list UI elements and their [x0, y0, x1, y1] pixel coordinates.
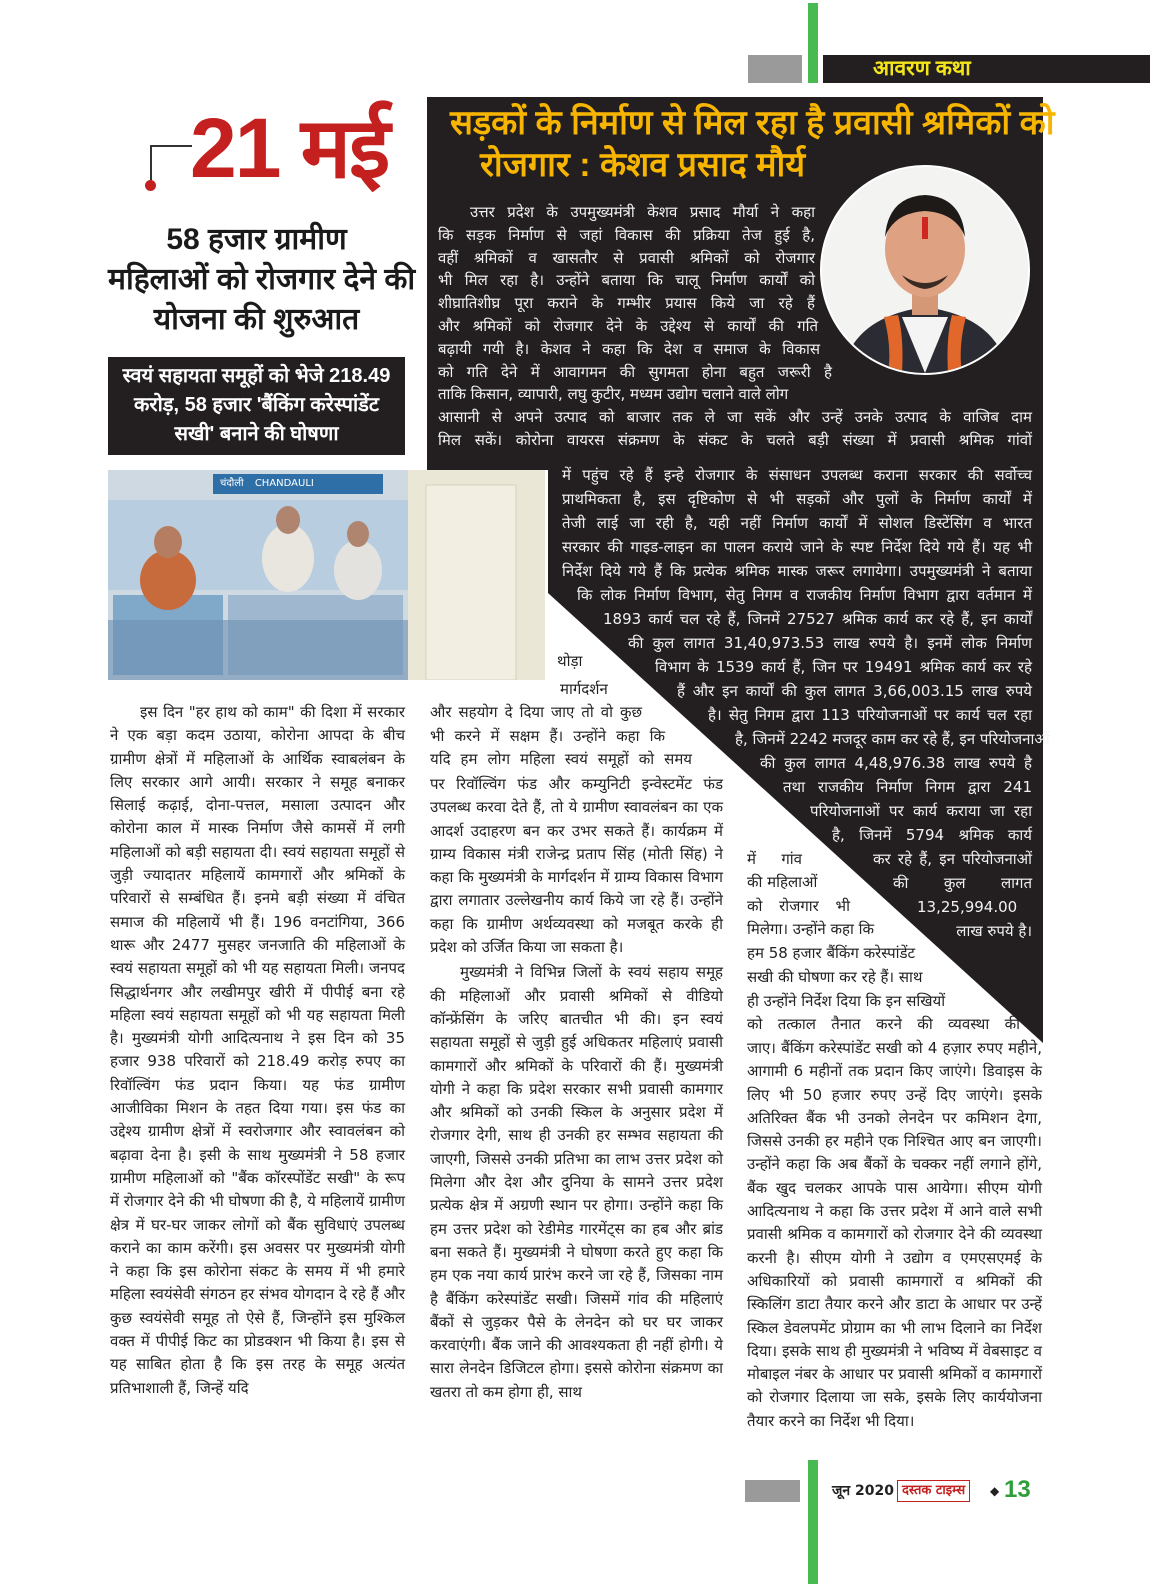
article-text-line: मिल सकें। कोरोना वायरस संक्रमण के संकट के चलते बड़ी संख्या में प्रवासी श्रमिक गांवों	[438, 431, 1032, 449]
event-date: 21 मई	[190, 101, 389, 195]
article-text-line: हम 58 हजार बैंकिंग करेस्पांडेंट	[747, 944, 916, 962]
article-text-line: वहीं श्रमिकों व खासतौर से प्रवासी श्रमिकों को रोजगार	[438, 249, 815, 267]
article-text-line: को रोजगार भी	[747, 897, 850, 915]
article-text-line: लाख रुपये है।	[956, 922, 1032, 940]
article-text-line: और सहयोग दे दिया जाए तो वो कुछ	[430, 703, 642, 721]
headline-line: सड़कों के निर्माण से मिल रहा है प्रवासी श्रमिकों को	[450, 104, 1055, 142]
subheading-line: योजना की शुरुआत	[153, 303, 360, 336]
subheading-line: 58 हजार ग्रामीण	[166, 223, 347, 256]
article-text-line: परियोजनाओं पर कार्य कराया जा रहा	[810, 802, 1032, 820]
middle-column	[430, 773, 723, 1404]
date-pointer-line	[150, 145, 192, 147]
footer-gray-block	[745, 1480, 800, 1502]
footer-green-rule	[808, 1460, 818, 1584]
article-text-line: आसानी से अपने उत्पाद को बाजार तक ले जा सकें और उन्हें उनके उत्पाद के वाजिब दाम	[438, 408, 1032, 426]
diamond-icon: ◆	[990, 1484, 1000, 1498]
photo-banner	[220, 476, 314, 492]
article-text-line: तथा राजकीय निर्माण निगम द्वारा 241	[783, 778, 1032, 796]
article-text-line: मिलेगा। उन्होंने कहा कि	[747, 920, 874, 938]
article-text-line: और श्रमिकों को रोजगार देने के उद्देश्य से कार्यों की गति	[438, 317, 818, 335]
article-text-line: बढ़ायी गयी है। केशव ने कहा कि देश व समाज के विकास	[438, 340, 820, 358]
sidebar-deck-box	[108, 357, 405, 455]
article-text-line: प्राथमिकता है, इस दृष्टिकोण से भी सड़कों और पुलों के निर्माण कार्यों में	[562, 490, 1032, 508]
right-column	[747, 1037, 1042, 1433]
article-text-line: भी करने में सक्षम हैं। उन्होंने कहा कि	[430, 727, 665, 745]
video-conference-photo	[108, 470, 545, 680]
deck-line: करोड़, 58 हजार 'बैंकिंग करेस्पांडेंट	[134, 394, 379, 416]
article-text-line: की कुल लागत	[893, 874, 1032, 892]
article-text-line: यदि हम लोग महिला स्वयं समूहों को समय	[430, 750, 692, 768]
paragraph: जाए। बैंकिंग करेस्पांडेंट सखी को 4 हज़ार रुपए महीने, आगामी 6 महीनों तक प्रदान किए जाएंगे। डिवाइस के लिए भी 50 हजार रुपए उन्हें दिए जाएंगे। इसके अतिरिक्त बैंक भी उनको लेनदेन पर कमिशन देगा, जिससे उनकी हर महीने एक निश्चित आए बन जाएगी। उन्होंने कहा कि अब बैंकों के चक्कर नहीं लगाने होंगे, बैंक खुद चलकर आपके पास आयेगा। सीएम योगी आदित्यनाथ ने कहा कि उत्तर प्रदेश में आने वाले सभी प्रवासी श्रमिक व कामगारों को रोजगार देने की व्यवस्था करनी है। सीएम योगी ने उद्योग व एमएसएमई के अधिकारियों को प्रवासी कामगारों व श्रमिकों की स्किलिंग डाटा तैयार करने और डाटा के आधार पर उन्हें स्किल डेवलपमेंट प्रोग्राम का भी लाभ दिलाने का निर्देश दिया। इसके साथ ही मुख्यमंत्री ने भविष्य में वेबसाइट व मोबाइल नंबर के आधार पर प्रवासी श्रमिकों व कामगारों को रोजगार दिलाया जा सके, इसके लिए कार्ययोजना तैयार करने का निर्देश भी दिया।	[747, 1039, 1042, 1430]
paragraph: मुख्यमंत्री ने विभिन्न जिलों के स्वयं सहाय समूह की महिलाओं और प्रवासी श्रमिकों से वीडियो कॉन्फ्रेंसिंग के जरिए बातचीत भी की। इन स्वयं सहायता समूहों से जुड़ी हुई अधिकतर महिलाएं प्रवासी कामगारों और श्रमिकों के परिवारों की हैं। मुख्यमंत्री योगी ने कहा कि प्रदेश सरकार सभी प्रवासी कामगार और श्रमिकों को उनकी स्किल के अनुसार प्रदेश में रोजगार देगी, साथ ही उनकी हर सम्भव सहायता की जाएगी, जिससे उनकी प्रतिभा का लाभ उत्तर प्रदेश को मिलेगा और देश और दुनिया के सामने उत्तर प्रदेश प्रत्येक क्षेत्र में अग्रणी स्थान पर होगा। उन्होंने कहा कि हम उत्तर प्रदेश को रेडीमेड गारमेंट्स का हब और ब्रांड बना सकते हैं। मुख्यमंत्री ने घोषणा करते हुए कहा कि हम एक नया कार्य प्रारंभ करने जा रहे हैं, जिसका नाम है बैंकिंग करेस्पांडेंट सखी। जिसमें गांव की महिलाएं बैंकों से जुड़कर पैसे के लेनदेन को घर घर जाकर करवाएंगी। बैंक जाने की आवश्यकता ही नहीं होगी। ये सारा लेनदेन डिजिटल होगा। इससे कोरोना संक्रमण का खतरा तो कम होगा ही, साथ	[430, 963, 723, 1401]
paragraph: पर रिवॉल्विंग फंड और कम्युनिटी इन्वेस्टमेंट फंड उपलब्ध करवा देते हैं, तो ये ग्रामीण स्वावलंबन का एक आदर्श उदाहरण बन कर उभर सकते हैं। कार्यक्रम में ग्राम्य विकास मंत्री राजेन्द्र प्रताप सिंह (मोती सिंह) ने कहा कि मुख्यमंत्री के मार्गदर्शन में ग्राम्य विकास विभाग द्वारा लगातार उल्लेखनीय कार्य किये जा रहे हैं। उन्होंने कहा कि ग्रामीण अर्थव्यवस्था को मजबूत करके ही प्रदेश को उर्जित किया जा सकता है।	[430, 775, 723, 957]
subheading-line: महिलाओं को रोजगार देने की	[108, 263, 416, 296]
article-text-line: को गति देने में आवागमन की सुगमता होना बहुत जरूरी है	[438, 363, 832, 381]
article-text-line: निर्देश दिये गये हैं कि प्रत्येक श्रमिक मास्क जरूर लगायेगा। उपमुख्यमंत्री ने बताया	[562, 562, 1032, 580]
article-text-line: कि सड़क निर्माण से जहां विकास की प्रक्रिया तेज हुई है,	[438, 226, 815, 244]
left-column	[110, 701, 405, 1400]
deck-line: सखी' बनाने की घोषणा	[174, 423, 339, 445]
issue-month: जून 2020	[832, 1483, 894, 1499]
article-text-line: में पहुंच रहे हैं इन्हे रोजगार के संसाधन उपलब्ध कराना सरकार की सर्वोच्च	[562, 466, 1032, 484]
sidebar-subheading	[108, 220, 416, 340]
magazine-logo: दस्तक टाइम्स	[897, 1480, 970, 1502]
section-title: आवरण कथा	[873, 57, 971, 80]
article-text-line: कर रहे हैं, इन परियोजनाओं	[873, 850, 1032, 868]
article-text-line: थोड़ा	[557, 652, 583, 670]
article-text-line: 13,25,994.00	[917, 898, 1018, 916]
article-text-line: हैं और इन कार्यों की कुल लागत 3,66,003.15 लाख रुपये	[677, 682, 1032, 700]
portrait-photo	[820, 165, 1030, 375]
deck-line: स्वयं सहायता समूहों को भेजे 218.49	[122, 365, 391, 387]
photo-banner-hindi: चंदौली	[220, 478, 244, 489]
date-pointer-dot	[145, 180, 156, 191]
article-text-line: मार्गदर्शन	[560, 680, 608, 698]
paragraph: इस दिन "हर हाथ को काम" की दिशा में सरकार ने एक बड़ा कदम उठाया, कोरोना आपदा के बीच ग्रामीण क्षेत्रों में महिलाओं के आर्थिक स्वाबलंबन के लिए सरकार आगे आयी। सरकार ने समूह बनाकर सिलाई कढ़ाई, दोना-पत्तल, मसाला उत्पादन और कोरोना काल में मास्क निर्माण जैसे कामसें में लगी महिलाओं को बड़ी सहायता दी। स्वयं सहायता समूहों से जुड़ी ज्यादातर महिलायें कामगारों और श्रमिकों के परिवारों से सम्बंधित हैं। इनमे बड़ी संख्या में वंचित समाज की महिलायें भी हैं। 196 वनटांगिया, 366 थारू और 2477 मुसहर जनजाति की महिलाओं के स्वयं सहायता समूहों को भी यह सहायता मिली। जनपद सिद्धार्थनगर और लखीमपुर खीरी में पीपीई बना रहे महिला स्वयं सहायता समूहों को भी यह सहायता मिली है। मुख्यमंत्री योगी आदित्यनाथ ने इस दिन को 35 हजार 938 परिवारों को 218.49 करोड़ रुपए का रिवॉल्विंग फंड प्रदान किया। यह फंड ग्रामीण आजीविका मिशन के तहत दिया गया। इस फंड का उद्देश्य ग्रामीण क्षेत्रों में स्वरोजगार और स्वावलंबन को बढ़ावा देना है। इसी के साथ मुख्यमंत्री ने 58 हजार ग्रामीण महिलाओं को "बैंक कॉरस्पोंडेंट सखी" के रूप में रोजगार देने की भी घोषणा की है, ये महिलायें ग्रामीण क्षेत्र में घर-घर जाकर लोगों को बैंक सुविधाएं उपलब्ध कराने का काम करेंगी। इस अवसर पर मुख्यमंत्री योगी ने कहा कि इस कोरोना संकट के समय में भी हमारे महिला स्वयंसेवी संगठन हर संभव योगदान दे रहे हैं और कुछ स्वयंसेवी समूह तो ऐसे हैं, जिन्होंने इस मुश्किल वक्त में पीपीई किट का प्रोडक्शन भी किया है। इस से यह साबित होता है कि इस तरह के समूह अत्यंत प्रतिभाशाली हैं, जिन्हें यदि	[110, 703, 406, 1397]
date-pointer-line	[150, 145, 152, 183]
article-text-line: की कुल लागत 31,40,973.53 लाख रुपये है। इनमें लोक निर्माण	[628, 634, 1032, 652]
article-text-line: उत्तर प्रदेश के उपमुख्यमंत्री केशव प्रसाद मौर्या ने कहा	[470, 203, 815, 221]
article-text-line: कि लोक निर्माण विभाग, सेतु निगम व राजकीय निर्माण विभाग द्वारा वर्तमान में	[577, 586, 1032, 604]
article-text-line: की महिलाओं	[747, 873, 818, 891]
article-text-line: है, जिनमें 5794 श्रमिक कार्य	[832, 826, 1032, 844]
article-text-line: भी मिल रहा है। उन्होंने बताया कि चालू निर्माण कार्यों को	[438, 271, 815, 289]
article-text-line: 1893 कार्य चल रहे हैं, जिनमें 27527 श्रमिक कार्य कर रहे हैं, इन कार्यों	[603, 610, 1032, 628]
headline-line: रोजगार : केशव प्रसाद मौर्य	[480, 146, 806, 184]
article-text-line: ताकि किसान, व्यापारी, लघु कुटीर, मध्यम उद्योग चलाने वाले लोग	[438, 385, 789, 403]
article-text-line: सखी की घोषणा कर रहे हैं। साथ	[747, 968, 923, 986]
article-text-line: है। सेतु निगम द्वारा 113 परियोजनाओं पर कार्य चल रहा	[708, 706, 1032, 724]
photo-banner-english: CHANDAULI	[254, 478, 314, 489]
article-text-line: में गांव	[747, 850, 802, 868]
article-text-line: शीघ्रातिशीघ्र पूरा कराने के गम्भीर प्रयास किये जा रहे हैं	[438, 294, 815, 312]
page-number: 13	[1004, 1476, 1031, 1503]
article-text-line: विभाग के 1539 कार्य हैं, जिन पर 19491 श्रमिक कार्य कर रहे	[655, 658, 1032, 676]
article-text-line: की कुल लागत 4,48,976.38 लाख रुपये है	[760, 754, 1032, 772]
article-text-line: सरकार की गाइड-लाइन का पालन कराये जाने के स्पष्ट निर्देश दिये गये हैं। यह भी	[562, 538, 1032, 556]
article-text-line: तेजी लाई जा रही है, यही नहीं निर्माण कार्यों में सोशल डिस्टेंसिंग व भारत	[562, 514, 1032, 532]
article-text-line: है, जिनमें 2242 मजदूर काम कर रहे हैं, इन परियोजनाओं	[735, 730, 1050, 748]
article-text-line: को तत्काल तैनात करने की व्यवस्था की	[747, 1015, 1020, 1033]
article-text-line: ही उन्होंने निर्देश दिया कि इन सखियों	[747, 992, 946, 1010]
